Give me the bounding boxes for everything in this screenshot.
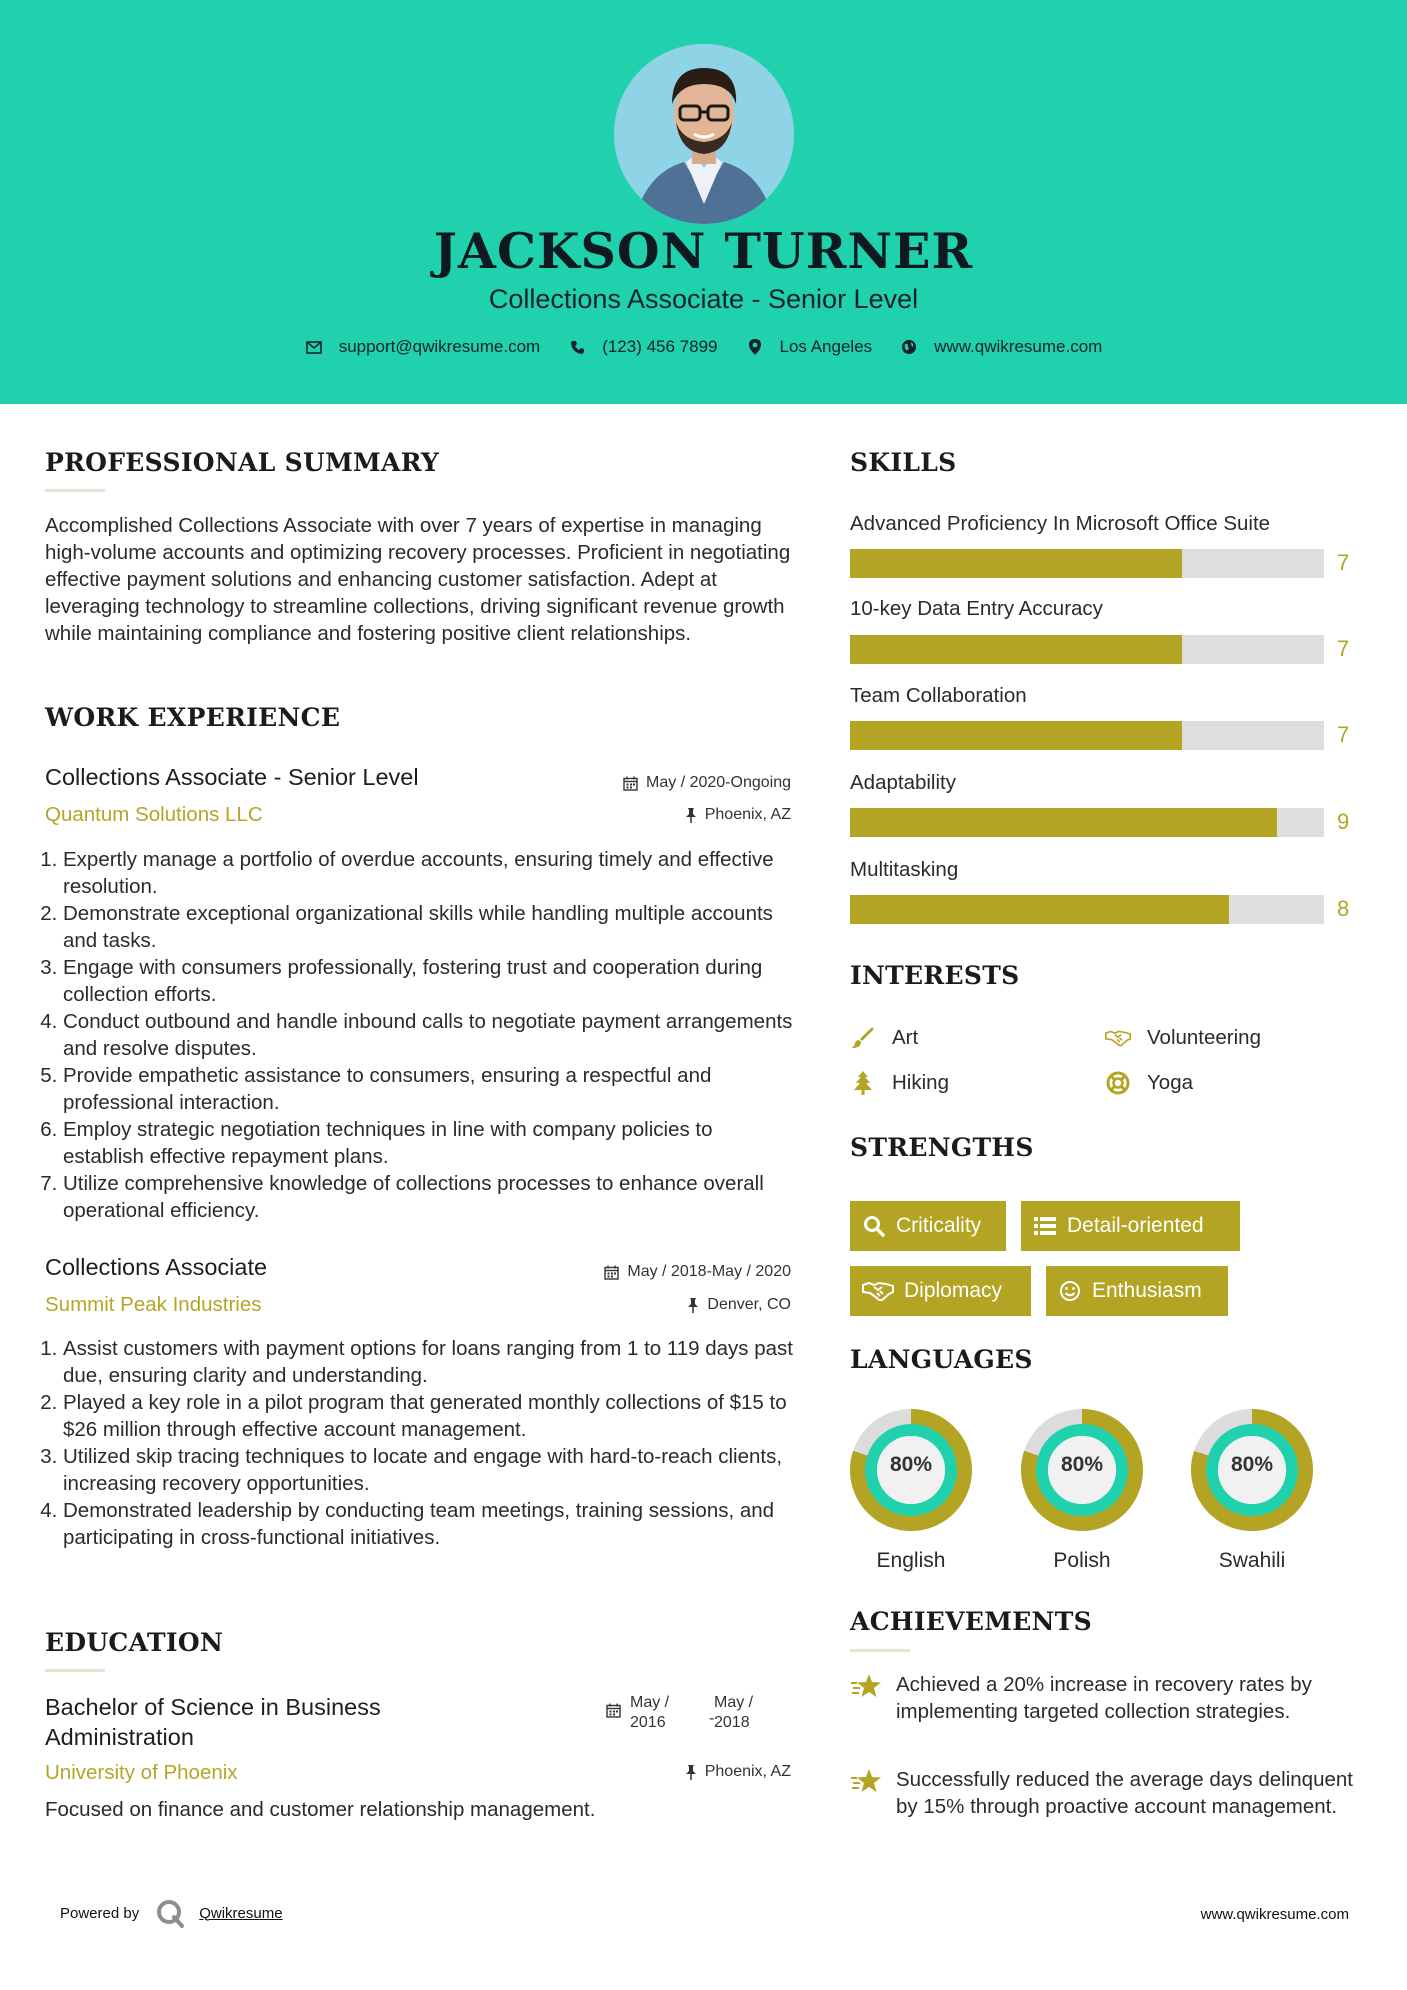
- calendar-icon: [623, 776, 638, 791]
- education-end-month: May /: [714, 1694, 754, 1711]
- phone-icon: [568, 338, 586, 356]
- education-end-year: 2018: [714, 1714, 750, 1731]
- language-name: Swahili: [1218, 1549, 1286, 1572]
- job-dates: [540, 1263, 791, 1281]
- list-item: 5. Provide empathetic assistance to consumers, ensuring a respectful and professional interaction.: [63, 1062, 797, 1116]
- achievements-heading: ACHIEVEMENTS: [850, 1607, 1092, 1636]
- experience-heading: WORK EXPERIENCE: [45, 703, 341, 732]
- skill-bar-fill: [850, 635, 1182, 664]
- contact-email-text: support@qwikresume.com: [338, 337, 541, 356]
- achievement-item: [850, 1766, 1370, 1820]
- profile-photo: [614, 44, 794, 224]
- skill-bar: [850, 808, 1324, 837]
- education-location: [560, 1763, 791, 1781]
- list-icon: [1033, 1214, 1057, 1238]
- list-item: 2. Played a key role in a pilot program that generated monthly collections of $15 to $26 million through effective account management.: [63, 1389, 797, 1443]
- job-location-text: Phoenix, AZ: [704, 806, 791, 823]
- education-start-year: 2016: [630, 1714, 666, 1731]
- language-polish: [1021, 1409, 1143, 1579]
- handshake-icon: [1105, 1026, 1131, 1050]
- skill-bar-fill: [850, 895, 1229, 924]
- skill-value: 7: [1337, 722, 1350, 747]
- strength-badge: [850, 1201, 1006, 1251]
- school-name: University of Phoenix: [45, 1761, 238, 1784]
- skill-value: 8: [1337, 896, 1350, 921]
- interest-label: Yoga: [1147, 1071, 1193, 1094]
- skill-bar-fill: [850, 549, 1182, 578]
- achievements-heading-rule: [850, 1649, 910, 1652]
- interest-label: Hiking: [892, 1071, 949, 1094]
- interest-label: Art: [892, 1026, 919, 1049]
- pushpin-icon: [685, 1765, 697, 1780]
- skill-bar: [850, 895, 1324, 924]
- footer-powered-by: [60, 1898, 283, 1928]
- contact-website-text: www.qwikresume.com: [934, 337, 1103, 356]
- skills-heading: SKILLS: [850, 448, 957, 477]
- job-dates-text: May / 2020-Ongoing: [646, 774, 791, 791]
- job-location: [560, 1296, 791, 1314]
- footer-website[interactable]: www.qwikresume.com: [1200, 1906, 1349, 1923]
- language-swahili: [1191, 1409, 1313, 1579]
- skill-value: 9: [1337, 809, 1350, 834]
- summary-heading: PROFESSIONAL SUMMARY: [45, 448, 440, 477]
- list-item: 6. Employ strategic negotiation techniques in line with company policies to establish effective repayment plans.: [63, 1116, 797, 1170]
- strengths-heading: STRENGTHS: [850, 1133, 1034, 1162]
- job-dates: [560, 774, 791, 792]
- language-english: [850, 1409, 972, 1579]
- education-description: Focused on finance and customer relationship management.: [45, 1798, 596, 1821]
- interest-label: Volunteering: [1147, 1026, 1261, 1049]
- contact-email[interactable]: [305, 337, 541, 357]
- degree-line-1: Bachelor of Science in Business: [45, 1694, 381, 1720]
- education-end-date: [714, 1693, 753, 1733]
- skill-label: Adaptability: [850, 771, 956, 794]
- skill-bar: [850, 721, 1324, 750]
- job-title: Collections Associate - Senior Level: [45, 764, 419, 790]
- resume-header: [0, 0, 1407, 404]
- strength-label: Criticality: [896, 1214, 982, 1237]
- skill-value: 7: [1337, 636, 1350, 661]
- interests-heading: INTERESTS: [850, 961, 1020, 990]
- skill-bar-fill: [850, 721, 1182, 750]
- skill-label: Advanced Proficiency In Microsoft Office Suite: [850, 512, 1271, 535]
- job-company: Summit Peak Industries: [45, 1293, 262, 1316]
- list-item: 1. Expertly manage a portfolio of overdue accounts, ensuring timely and effective resolution.: [63, 846, 797, 900]
- skill-bar: [850, 549, 1324, 578]
- contact-location: [746, 337, 873, 357]
- skill-label: 10-key Data Entry Accuracy: [850, 597, 1103, 620]
- degree-title: [45, 1692, 381, 1752]
- list-item: 1. Assist customers with payment options for loans ranging from 1 to 119 days past due, ensuring clarity and understanding.: [63, 1335, 797, 1389]
- paintbrush-icon: [850, 1026, 876, 1050]
- education-heading-rule: [45, 1669, 105, 1672]
- envelope-icon: [305, 338, 323, 356]
- skill-bar: [850, 635, 1324, 664]
- summary-text: Accomplished Collections Associate with over 7 years of expertise in managing high-volume accounts and optimizing recovery processes. Proficient in negotiating effective payment solutions and enhancing customer satisfaction. Adept at leveraging technology to streamline collections, driving significant revenue growth while maintaining compliance and fostering positive client relationships.: [45, 514, 791, 645]
- job-title: Collections Associate: [45, 1254, 268, 1280]
- list-item: 3. Engage with consumers professionally, fostering trust and cooperation during collection efforts.: [63, 954, 797, 1008]
- language-name: Polish: [1053, 1549, 1111, 1572]
- contact-phone-text: (123) 456 7899: [602, 337, 718, 356]
- language-percent: 80%: [1230, 1453, 1274, 1476]
- language-name: English: [876, 1549, 946, 1572]
- job-company: Quantum Solutions LLC: [45, 803, 263, 826]
- strength-badge: [1046, 1266, 1228, 1316]
- calendar-icon: [604, 1265, 619, 1280]
- skill-value: 7: [1337, 550, 1350, 575]
- skill-bar-fill: [850, 808, 1277, 837]
- list-item: 4. Conduct outbound and handle inbound calls to negotiate payment arrangements and resolve disputes.: [63, 1008, 797, 1062]
- contact-website[interactable]: [900, 337, 1102, 357]
- star-icon: [850, 1671, 884, 1725]
- globe-icon: [900, 338, 918, 356]
- strength-badge: [1021, 1201, 1240, 1251]
- qwikresume-logo-icon: [155, 1898, 185, 1928]
- contact-bar: [0, 337, 1407, 357]
- achievement-text: Achieved a 20% increase in recovery rates by implementing targeted collection strategies.: [896, 1673, 1312, 1723]
- interest-yoga: [1105, 1071, 1193, 1095]
- job-location: [560, 806, 791, 824]
- strength-label: Enthusiasm: [1092, 1279, 1202, 1302]
- skill-label: Multitasking: [850, 858, 959, 881]
- search-icon: [862, 1214, 886, 1238]
- interest-volunteering: [1105, 1026, 1261, 1050]
- job-dates-text: May / 2018-May / 2020: [627, 1263, 791, 1280]
- education-start-month: May /: [630, 1694, 670, 1711]
- candidate-name: JACKSON TURNER: [433, 222, 974, 280]
- summary-heading-rule: [45, 489, 105, 492]
- list-item: 3. Utilized skip tracing techniques to locate and engage with hard-to-reach clients, increasing recovery opportunities.: [63, 1443, 797, 1497]
- language-percent: 80%: [889, 1453, 933, 1476]
- skill-label: Team Collaboration: [850, 684, 1027, 707]
- education-start-date: [630, 1693, 669, 1733]
- strength-label: Detail-oriented: [1067, 1214, 1204, 1237]
- qwikresume-link[interactable]: Qwikresume: [199, 1904, 283, 1922]
- degree-line-2: Administration: [45, 1724, 194, 1750]
- education-heading: EDUCATION: [45, 1628, 224, 1657]
- list-item: 2. Demonstrate exceptional organizational skills while handling multiple accounts and tasks.: [63, 900, 797, 954]
- language-percent: 80%: [1060, 1453, 1104, 1476]
- contact-phone[interactable]: [568, 337, 717, 357]
- map-pin-icon: [746, 338, 764, 356]
- smile-icon: [1058, 1279, 1082, 1303]
- pushpin-icon: [685, 808, 697, 823]
- star-icon: [850, 1766, 884, 1820]
- pushpin-icon: [687, 1298, 699, 1313]
- job-responsibilities: [45, 1335, 797, 1551]
- interest-art: [850, 1026, 918, 1050]
- strength-label: Diplomacy: [904, 1279, 1003, 1302]
- tree-icon: [850, 1071, 876, 1095]
- calendar-icon: [606, 1703, 621, 1723]
- list-item: 7. Utilize comprehensive knowledge of collections processes to enhance overall operational efficiency.: [63, 1170, 797, 1224]
- list-item: 4. Demonstrated leadership by conducting team meetings, training sessions, and participating in cross-functional initiatives.: [63, 1497, 797, 1551]
- interest-hiking: [850, 1071, 949, 1095]
- job-location-text: Denver, CO: [707, 1296, 791, 1313]
- lifebuoy-icon: [1105, 1071, 1131, 1095]
- education-location-text: Phoenix, AZ: [704, 1763, 791, 1780]
- achievement-text: Successfully reduced the average days delinquent by 15% through proactive account management.: [896, 1768, 1353, 1818]
- contact-location-text: Los Angeles: [779, 337, 873, 356]
- powered-by-text: Powered by: [60, 1904, 140, 1922]
- job-responsibilities: [45, 846, 797, 1224]
- handshake-icon: [862, 1279, 894, 1303]
- date-separator: -: [709, 1710, 715, 1727]
- languages-heading: LANGUAGES: [850, 1345, 1033, 1374]
- achievement-item: [850, 1671, 1370, 1725]
- candidate-role: Collections Associate - Senior Level: [488, 284, 919, 314]
- strength-badge: [850, 1266, 1031, 1316]
